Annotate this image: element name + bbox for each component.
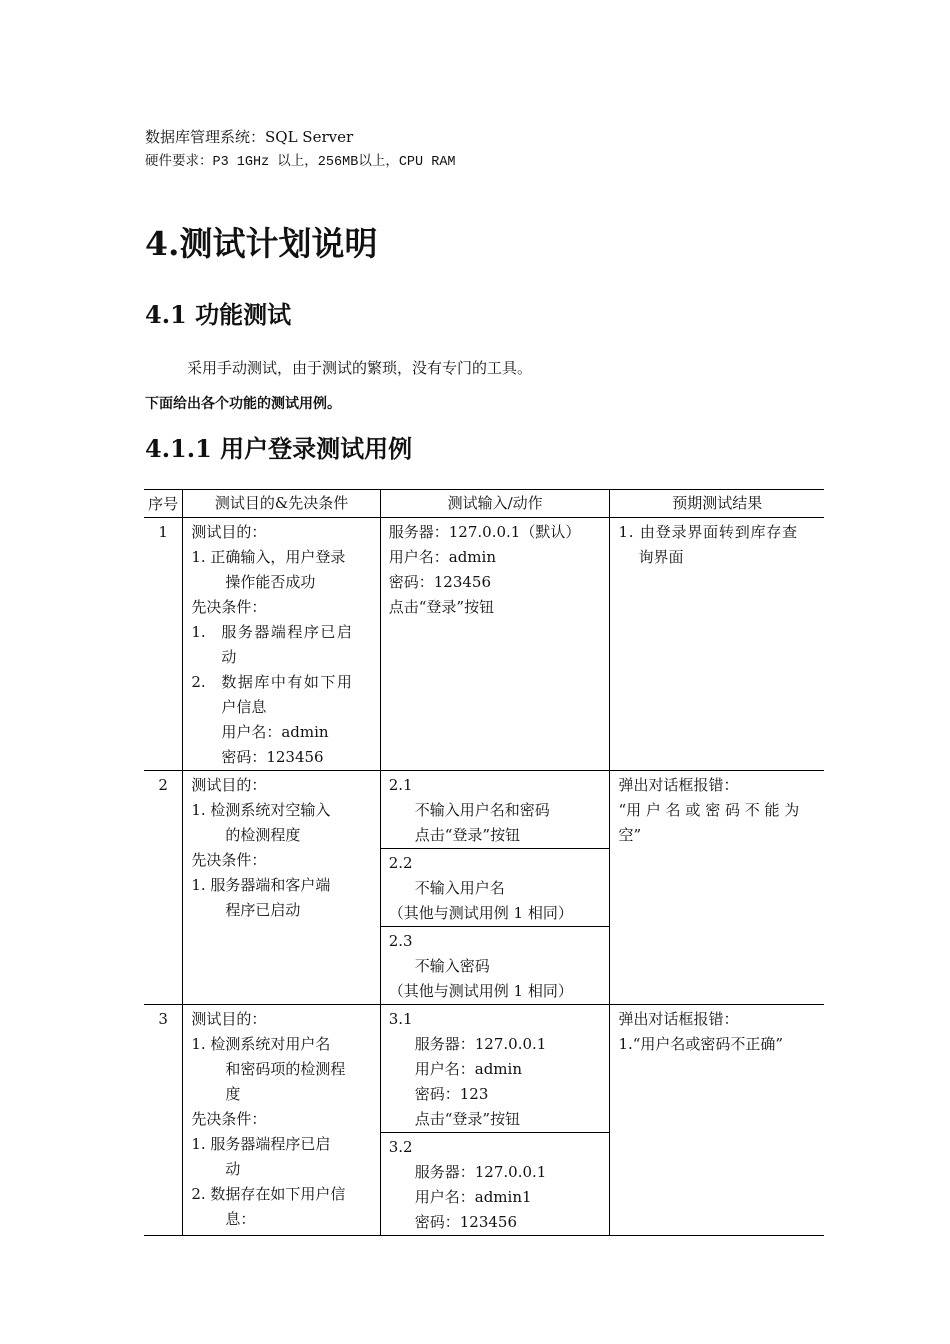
cell-line: 息： xyxy=(225,1210,256,1228)
row-number: 1 xyxy=(144,518,183,771)
cell-line: 2.2 xyxy=(388,854,413,872)
header-no: 序号 xyxy=(144,490,183,518)
cell-line: 的检测程度 xyxy=(225,826,301,844)
cell-line: 先决条件： xyxy=(191,1110,267,1128)
cell-line: 操作能否成功 xyxy=(225,573,316,591)
cell-line: 用户名：admin xyxy=(221,723,329,741)
cell-line: 先决条件： xyxy=(191,851,267,869)
cell-line: 密码：123456 xyxy=(388,573,492,591)
cell-line: 户信息 xyxy=(221,698,267,716)
cell-line: 弹出对话框报错： xyxy=(618,776,739,794)
section-4-1-bold-note: 下面给出各个功能的测试用例。 xyxy=(145,396,341,412)
cell-line: 用户名：admin xyxy=(414,1060,522,1078)
cell-line: 程序已启动 xyxy=(225,901,301,919)
input-cell xyxy=(380,771,610,849)
list-text: 数据库中有如下用 xyxy=(221,673,354,691)
cell-line xyxy=(191,620,371,645)
cell-line: 动 xyxy=(225,1160,241,1178)
purpose-cell xyxy=(183,518,380,771)
cell-line: 弹出对话框报错： xyxy=(618,1010,739,1028)
cell-line: 1. 由登录界面转到库存查 xyxy=(618,523,798,541)
cell-line: 1. 服务器端和客户端 xyxy=(191,876,331,894)
cell-line: 不输入密码 xyxy=(414,957,490,975)
cell-line: 服务器：127.0.0.1 xyxy=(414,1035,547,1053)
cell-line: 1. 正确输入，用户登录 xyxy=(191,548,346,566)
login-test-case-table xyxy=(144,489,824,1236)
cell-line: 点击“登录”按钮 xyxy=(388,598,495,616)
cell-line: 先决条件： xyxy=(191,598,267,616)
cell-line: （其他与测试用例 1 相同） xyxy=(388,904,573,922)
cell-line: 1. 服务器端程序已启 xyxy=(191,1135,331,1153)
table-row xyxy=(144,771,824,849)
list-text: 服务器端程序已启 xyxy=(221,623,354,641)
cell-line: 用户名：admin1 xyxy=(414,1188,532,1206)
header-purpose: 测试目的&先决条件 xyxy=(183,490,380,518)
expected-cell xyxy=(610,771,824,1005)
section-4-1-heading: 4.1 功能测试 xyxy=(145,300,292,329)
table-header-row xyxy=(144,490,824,518)
input-cell xyxy=(380,927,610,1005)
input-cell xyxy=(380,849,610,927)
cell-line xyxy=(191,670,371,695)
row-number: 3 xyxy=(144,1005,183,1236)
input-cell xyxy=(380,518,610,771)
section-4-1-1-heading: 4.1.1 用户登录测试用例 xyxy=(145,434,413,463)
cell-line: 3.2 xyxy=(388,1138,413,1156)
cell-line: 2. 数据存在如下用户信 xyxy=(191,1185,346,1203)
cell-line: 1.“用户名或密码不正确” xyxy=(618,1035,784,1053)
hardware-line: 硬件要求：P3 1GHz 以上，256MB以上，CPU RAM xyxy=(145,155,456,170)
cell-line: 1. 检测系统对用户名 xyxy=(191,1035,331,1053)
cell-line: 询界面 xyxy=(638,548,684,566)
cell-line: 服务器：127.0.0.1 xyxy=(414,1163,547,1181)
purpose-cell xyxy=(183,771,380,1005)
cell-line: 用户名：admin xyxy=(388,548,496,566)
input-cell xyxy=(380,1133,610,1236)
cell-line: 密码：123 xyxy=(414,1085,489,1103)
cell-line: 服务器：127.0.0.1（默认） xyxy=(388,523,581,541)
list-marker: 1. xyxy=(191,623,206,641)
list-marker: 2. xyxy=(191,673,206,691)
cell-line: 1. 检测系统对空输入 xyxy=(191,801,331,819)
dbms-line: 数据库管理系统：SQL Server xyxy=(145,128,354,146)
section-4-heading: 4.测试计划说明 xyxy=(145,224,378,263)
table-row xyxy=(144,1005,824,1133)
cell-line: 密码：123456 xyxy=(221,748,324,766)
input-cell xyxy=(380,1005,610,1133)
cell-line: 测试目的： xyxy=(191,523,267,541)
header-expected: 预期测试结果 xyxy=(610,490,824,518)
cell-line: 空” xyxy=(618,826,642,844)
cell-line: 2.3 xyxy=(388,932,413,950)
cell-line: 和密码项的检测程 xyxy=(225,1060,346,1078)
cell-line: 2.1 xyxy=(388,776,413,794)
section-4-1-paragraph: 采用手动测试，由于测试的繁琐，没有专门的工具。 xyxy=(187,359,533,377)
cell-line: 点击“登录”按钮 xyxy=(414,1110,521,1128)
cell-line: （其他与测试用例 1 相同） xyxy=(388,982,573,1000)
expected-cell xyxy=(610,1005,824,1236)
cell-line: 点击“登录”按钮 xyxy=(414,826,521,844)
purpose-cell xyxy=(183,1005,380,1236)
cell-line: 测试目的： xyxy=(191,776,267,794)
cell-line: 密码：123456 xyxy=(414,1213,518,1231)
cell-line: 动 xyxy=(221,648,237,666)
header-input: 测试输入/动作 xyxy=(380,490,610,518)
cell-line: 度 xyxy=(225,1085,241,1103)
cell-line: 3.1 xyxy=(388,1010,413,1028)
table-row xyxy=(144,518,824,771)
cell-line: 不输入用户名和密码 xyxy=(414,801,550,819)
row-number: 2 xyxy=(144,771,183,1005)
cell-line: “用 户 名 或 密 码 不 能 为 xyxy=(618,801,800,819)
cell-line: 测试目的： xyxy=(191,1010,267,1028)
cell-line: 不输入用户名 xyxy=(414,879,505,897)
expected-cell xyxy=(610,518,824,771)
